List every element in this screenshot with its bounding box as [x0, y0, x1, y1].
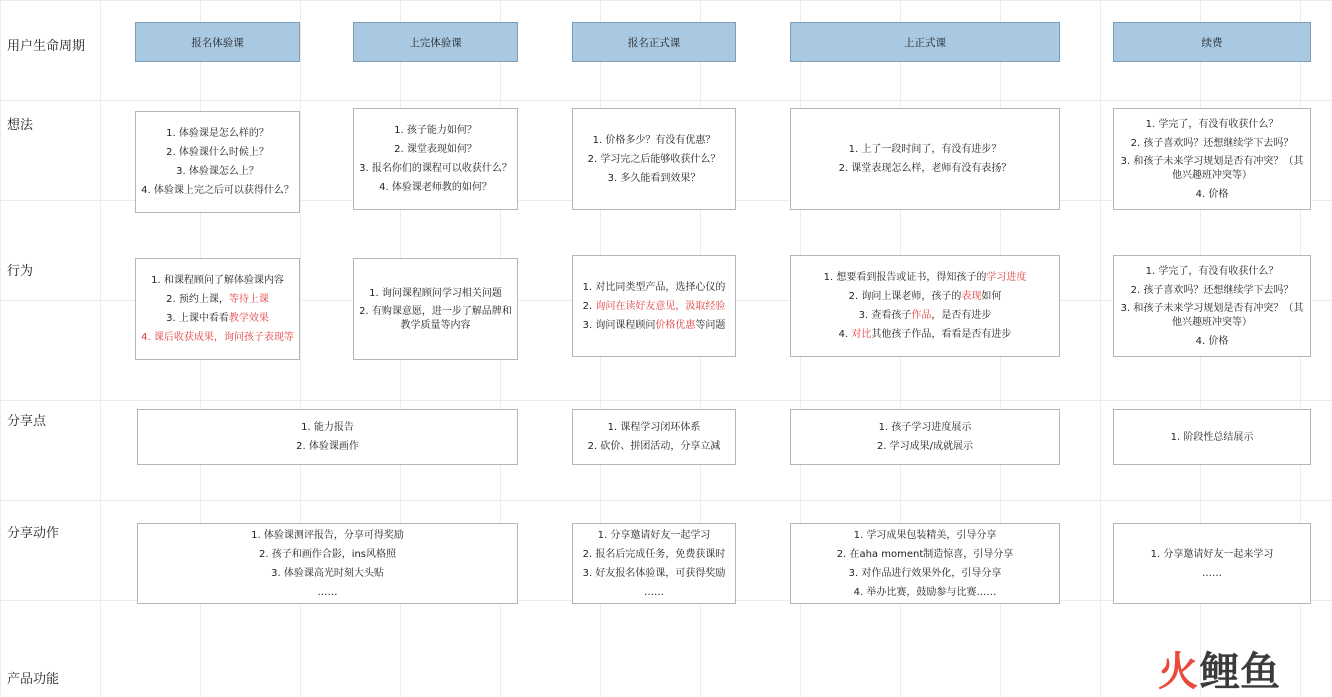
- stage-header-4: 续费: [1113, 22, 1311, 62]
- highlight-text: 表现: [961, 291, 982, 302]
- behavior-line: 3. 和孩子未来学习规划是否有冲突？（其他兴趣班冲突等）: [1120, 302, 1304, 328]
- thought-card-1: [353, 108, 518, 210]
- row-label-share-actions: 分享动作: [7, 526, 60, 541]
- highlight-text: 课后收获成果，询问孩子表现等: [153, 332, 294, 343]
- thought-line: 1. 体验课是怎么样的？: [166, 128, 269, 139]
- thought-line: 2. 学习完之后能够收获什么？: [587, 153, 721, 165]
- thought-line: 3. 多久能看到效果？: [607, 172, 701, 184]
- logo-fire-glyph: 火: [1158, 649, 1198, 695]
- share-action-line: 2. 在aha moment制造惊喜，引导分享: [836, 548, 1014, 560]
- share-action-line: 3. 对作品进行效果外化，引导分享: [848, 567, 1002, 579]
- highlight-text: 等待上课: [228, 294, 269, 305]
- behavior-line: 3. 查看孩子作品，是否有进步: [858, 310, 992, 321]
- highlight-text: 作品: [911, 310, 932, 321]
- share-point-line: 1. 孩子学习进度展示: [878, 422, 972, 433]
- thought-line: 3. 报名你们的课程可以收获什么？: [359, 163, 512, 174]
- thought-card-0: [135, 111, 300, 213]
- behavior-card-2: [572, 255, 736, 357]
- thought-line: 1. 孩子能力如何？: [394, 125, 477, 136]
- share-point-line: 1. 课程学习闭环体系: [607, 422, 701, 433]
- stage-header-2: 报名正式课: [572, 22, 736, 62]
- share-point-card-1: [572, 409, 736, 465]
- behavior-line: 1. 询问课程顾问学习相关问题: [369, 287, 502, 299]
- behavior-line: 2. 预约上课，等待上课: [166, 294, 269, 305]
- highlight-text: 对比: [851, 329, 872, 340]
- behavior-line: 3. 询问课程顾问价格优惠等问题: [582, 319, 726, 331]
- highlight-text: 价格优惠: [655, 319, 696, 331]
- behavior-line: 3. 上课中看看教学效果: [166, 313, 269, 324]
- highlight-text: 学习进度: [986, 272, 1027, 283]
- share-point-line: 2. 体验课画作: [296, 441, 359, 452]
- share-action-line: 2. 孩子和画作合影，ins风格照: [258, 548, 397, 560]
- row-label-thoughts: 想法: [7, 118, 34, 133]
- share-action-line: 1. 体验课测评报告，分享可得奖励: [251, 529, 404, 541]
- share-action-card-2: [790, 523, 1060, 604]
- thought-line: 3. 和孩子未来学习规划是否有冲突？（其他兴趣班冲突等）: [1120, 155, 1304, 181]
- highlight-text: 教学效果: [228, 313, 269, 324]
- behavior-line: 1. 对比同类型产品，选择心仪的: [582, 281, 726, 293]
- thought-line: 2. 课堂表现如何？: [394, 144, 477, 155]
- share-point-card-2: [790, 409, 1060, 465]
- share-point-line: 2. 砍价、拼团活动，分享立减: [587, 441, 721, 452]
- behavior-line: 4. 对比其他孩子作品，看看是否有进步: [838, 329, 1012, 340]
- thought-line: 1. 价格多少？有没有优惠？: [592, 134, 716, 146]
- thought-card-2: [572, 108, 736, 210]
- thought-line: 4. 体验课上完之后可以获得什么？: [141, 185, 294, 196]
- share-point-card-0: [137, 409, 518, 465]
- brand-logo: [1158, 651, 1318, 693]
- share-point-line: 2. 学习成果/成就展示: [876, 441, 974, 452]
- behavior-line: 2. 孩子喜欢吗？还想继续学下去吗？: [1130, 284, 1294, 296]
- behavior-line: 1. 学完了，有没有收获什么？: [1145, 265, 1279, 277]
- thought-line: 1. 学完了，有没有收获什么？: [1145, 118, 1279, 130]
- share-action-line: 2. 报名后完成任务，免费获课时: [582, 548, 726, 560]
- behavior-card-4: [1113, 255, 1311, 357]
- share-action-line: 1. 学习成果包装精美，引导分享: [853, 529, 997, 541]
- behavior-line: 2. 询问上课老师，孩子的表现如何: [848, 291, 1002, 302]
- behavior-card-1: [353, 258, 518, 360]
- share-point-line: 1. 阶段性总结展示: [1170, 431, 1254, 443]
- share-action-line: 1. 分享邀请好友一起学习: [597, 529, 711, 541]
- row-label-behavior: 行为: [7, 264, 34, 279]
- thought-line: 1. 上了一段时间了，有没有进步？: [848, 144, 1002, 155]
- behavior-line: 2. 有购课意愿，进一步了解品牌和教学质量等内容: [359, 305, 512, 331]
- share-action-card-1: [572, 523, 736, 604]
- share-action-line: 3. 体验课高光时刻大头贴: [271, 567, 384, 579]
- share-action-line: ……: [644, 586, 664, 598]
- behavior-line: 4. 价格: [1195, 335, 1229, 347]
- behavior-card-0: [135, 258, 300, 360]
- behavior-card-3: [790, 255, 1060, 357]
- share-action-line: 1. 分享邀请好友一起来学习: [1150, 548, 1274, 560]
- logo-text: 鲤鱼: [1200, 649, 1280, 695]
- thought-line: 2. 体验课什么时候上？: [166, 147, 269, 158]
- row-label-share-points: 分享点: [7, 414, 47, 429]
- share-action-card-3: [1113, 523, 1311, 604]
- thought-card-4: [1113, 108, 1311, 210]
- share-action-line: ……: [317, 586, 338, 598]
- thought-line: 3. 体验课怎么上？: [176, 166, 259, 177]
- share-action-line: 3. 好友报名体验课，可获得奖励: [582, 567, 726, 579]
- behavior-line: 2. 询问在读好友意见，汲取经验: [582, 300, 726, 312]
- share-action-line: 4. 举办比赛，鼓励参与比赛……: [853, 586, 997, 598]
- thought-line: 2. 课堂表现怎么样，老师有没有表扬？: [838, 163, 1012, 174]
- stage-header-0: 报名体验课: [135, 22, 300, 62]
- stage-header-3: 上正式课: [790, 22, 1060, 62]
- behavior-line: 4. 课后收获成果，询问孩子表现等: [141, 332, 294, 343]
- highlight-text: 询问在读好友意见，汲取经验: [595, 300, 726, 312]
- share-point-line: 1. 能力报告: [301, 422, 354, 433]
- thought-card-3: [790, 108, 1060, 210]
- row-label-product-features: 产品功能: [7, 672, 60, 687]
- row-label-lifecycle: 用户生命周期: [7, 39, 86, 54]
- share-action-line: ……: [1202, 567, 1222, 579]
- behavior-line: 1. 和课程顾问了解体验课内容: [151, 275, 284, 286]
- share-action-card-0: [137, 523, 518, 604]
- stage-header-1: 上完体验课: [353, 22, 518, 62]
- thought-line: 2. 孩子喜欢吗？还想继续学下去吗？: [1130, 137, 1294, 149]
- thought-line: 4. 价格: [1195, 188, 1229, 200]
- behavior-line: 1. 想要看到报告或证书，得知孩子的学习进度: [823, 272, 1027, 283]
- thought-line: 4. 体验课老师教的如何？: [379, 182, 492, 193]
- share-point-card-3: [1113, 409, 1311, 465]
